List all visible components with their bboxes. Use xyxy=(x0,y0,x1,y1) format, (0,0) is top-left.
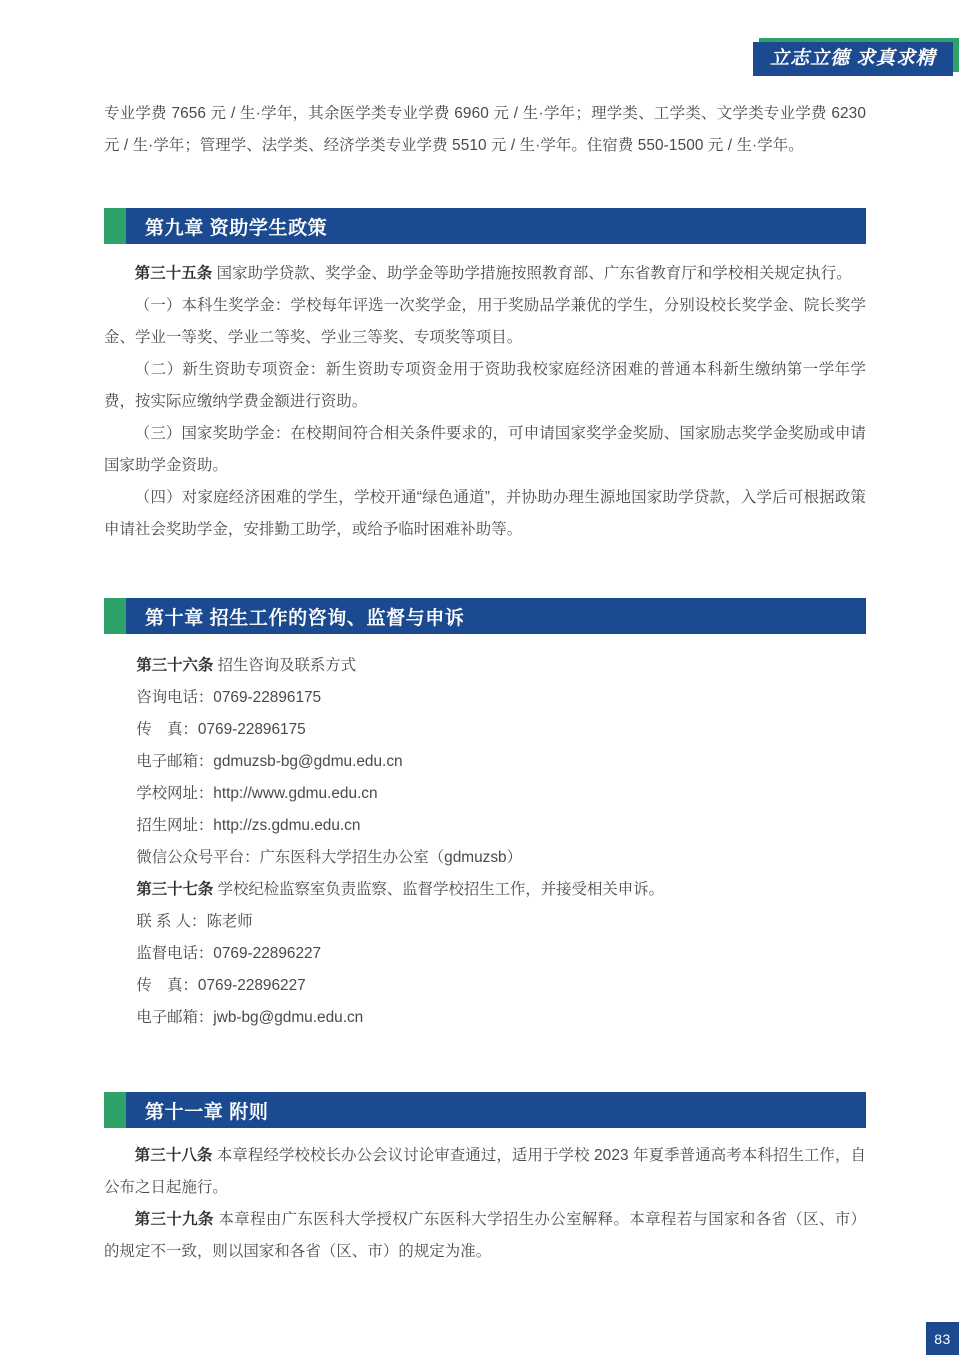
spacer xyxy=(104,1034,866,1092)
paragraph-text: 国家助学贷款、奖学金、助学金等助学措施按照教育部、广东省教育厅和学校相关规定执行。 xyxy=(212,265,852,282)
article-number: 第三十六条 xyxy=(136,657,214,674)
list-item xyxy=(104,842,866,874)
section-accent-bar xyxy=(104,208,126,244)
section-title-text: 第十一章 附则 xyxy=(145,1101,269,1123)
list-item xyxy=(104,874,866,906)
spacer xyxy=(104,634,866,650)
contact-list xyxy=(104,650,866,1034)
list-item-text: 联 系 人：陈老师 xyxy=(136,913,253,930)
paragraph xyxy=(104,482,866,546)
section-header-chapter-10 xyxy=(104,598,866,634)
paragraph xyxy=(104,290,866,354)
list-item-text: 咨询电话：0769-22896175 xyxy=(136,689,322,706)
list-item xyxy=(104,810,866,842)
paragraph xyxy=(104,1204,866,1268)
page-number-badge: 83 xyxy=(926,1322,959,1355)
list-item-text: 监督电话：0769-22896227 xyxy=(136,945,322,962)
motto-text: 立志立德 求真求精 xyxy=(770,48,936,69)
section-title-text: 第十章 招生工作的咨询、监督与申诉 xyxy=(145,607,465,629)
section-title-plate xyxy=(126,598,866,634)
spacer xyxy=(104,1128,866,1140)
paragraph-text: （三）国家奖助学金：在校期间符合相关条件要求的，可申请国家奖学金奖励、国家励志奖学金奖励或申请国家助学金资助。 xyxy=(104,425,866,474)
paragraph xyxy=(104,258,866,290)
article-number: 第三十五条 xyxy=(134,265,213,282)
paragraph xyxy=(104,354,866,418)
list-item-text: 传 真：0769-22896175 xyxy=(136,721,306,738)
list-item xyxy=(104,906,866,938)
list-item-text: 微信公众号平台：广东医科大学招生办公室（gdmuzsb） xyxy=(136,849,522,866)
paragraph-text: （一）本科生奖学金：学校每年评选一次奖学金，用于奖励品学兼优的学生，分别设校长奖学金、院长奖学金、学业一等奖、学业二等奖、学业三等奖、专项奖等项目。 xyxy=(104,297,866,346)
paragraph-text: 本章程经学校校长办公会议讨论审查通过，适用于学校 2023 年夏季普通高考本科招生工作，自公布之日起施行。 xyxy=(104,1147,866,1196)
list-item xyxy=(104,778,866,810)
content-column xyxy=(104,98,866,1268)
list-item xyxy=(104,714,866,746)
article-number: 第三十八条 xyxy=(134,1147,213,1164)
list-item-text: 电子邮箱：jwb-bg@gdmu.edu.cn xyxy=(136,1009,364,1026)
paragraph xyxy=(104,418,866,482)
list-item-text: 电子邮箱：gdmuzsb-bg@gdmu.edu.cn xyxy=(136,753,403,770)
section-title-plate xyxy=(126,208,866,244)
list-item xyxy=(104,970,866,1002)
paragraph-text: 本章程由广东医科大学授权广东医科大学招生办公室解释。本章程若与国家和各省（区、市）的规定不一致，则以国家和各省（区、市）的规定为准。 xyxy=(104,1211,866,1260)
list-item xyxy=(104,1002,866,1034)
paragraph-text: （二）新生资助专项资金：新生资助专项资金用于资助我校家庭经济困难的普通本科新生缴纳第一学年学费，按实际应缴纳学费金额进行资助。 xyxy=(104,361,866,410)
article-number: 第三十九条 xyxy=(134,1211,214,1228)
spacer xyxy=(104,546,866,598)
list-item-text: 学校纪检监察室负责监察、监督学校招生工作，并接受相关申诉。 xyxy=(213,881,664,898)
list-item-text: 招生网址：http://zs.gdmu.edu.cn xyxy=(136,817,361,834)
paragraph-text: （四）对家庭经济困难的学生，学校开通“绿色通道”，并协助办理生源地国家助学贷款，入学后可根据政策申请社会奖助学金，安排勤工助学，或给予临时困难补助等。 xyxy=(104,489,866,538)
list-item xyxy=(104,650,866,682)
list-item xyxy=(104,682,866,714)
section-header-chapter-9 xyxy=(104,208,866,244)
section-title-text: 第九章 资助学生政策 xyxy=(145,217,328,239)
list-item xyxy=(104,746,866,778)
section-accent-bar xyxy=(104,598,126,634)
section-header-chapter-11 xyxy=(104,1092,866,1128)
spacer xyxy=(104,244,866,258)
motto-banner xyxy=(753,38,959,76)
list-item-text: 学校网址：http://www.gdmu.edu.cn xyxy=(136,785,378,802)
list-item xyxy=(104,938,866,970)
section-title-plate xyxy=(126,1092,866,1128)
list-item-text: 传 真：0769-22896227 xyxy=(136,977,306,994)
spacer xyxy=(104,162,866,208)
list-item-text: 招生咨询及联系方式 xyxy=(213,657,357,674)
intro-paragraph: 专业学费 7656 元 / 生·学年，其余医学类专业学费 6960 元 / 生·学年；理学类、工学类、文学类专业学费 6230 元 / 生·学年；管理学、法学类、经济学类专业学费 5510 元 / 生·学年。住宿费 550-1500 元 / 生·学年。 xyxy=(104,105,866,154)
section-accent-bar xyxy=(104,1092,126,1128)
article-number: 第三十七条 xyxy=(136,881,214,898)
paragraph xyxy=(104,1140,866,1204)
